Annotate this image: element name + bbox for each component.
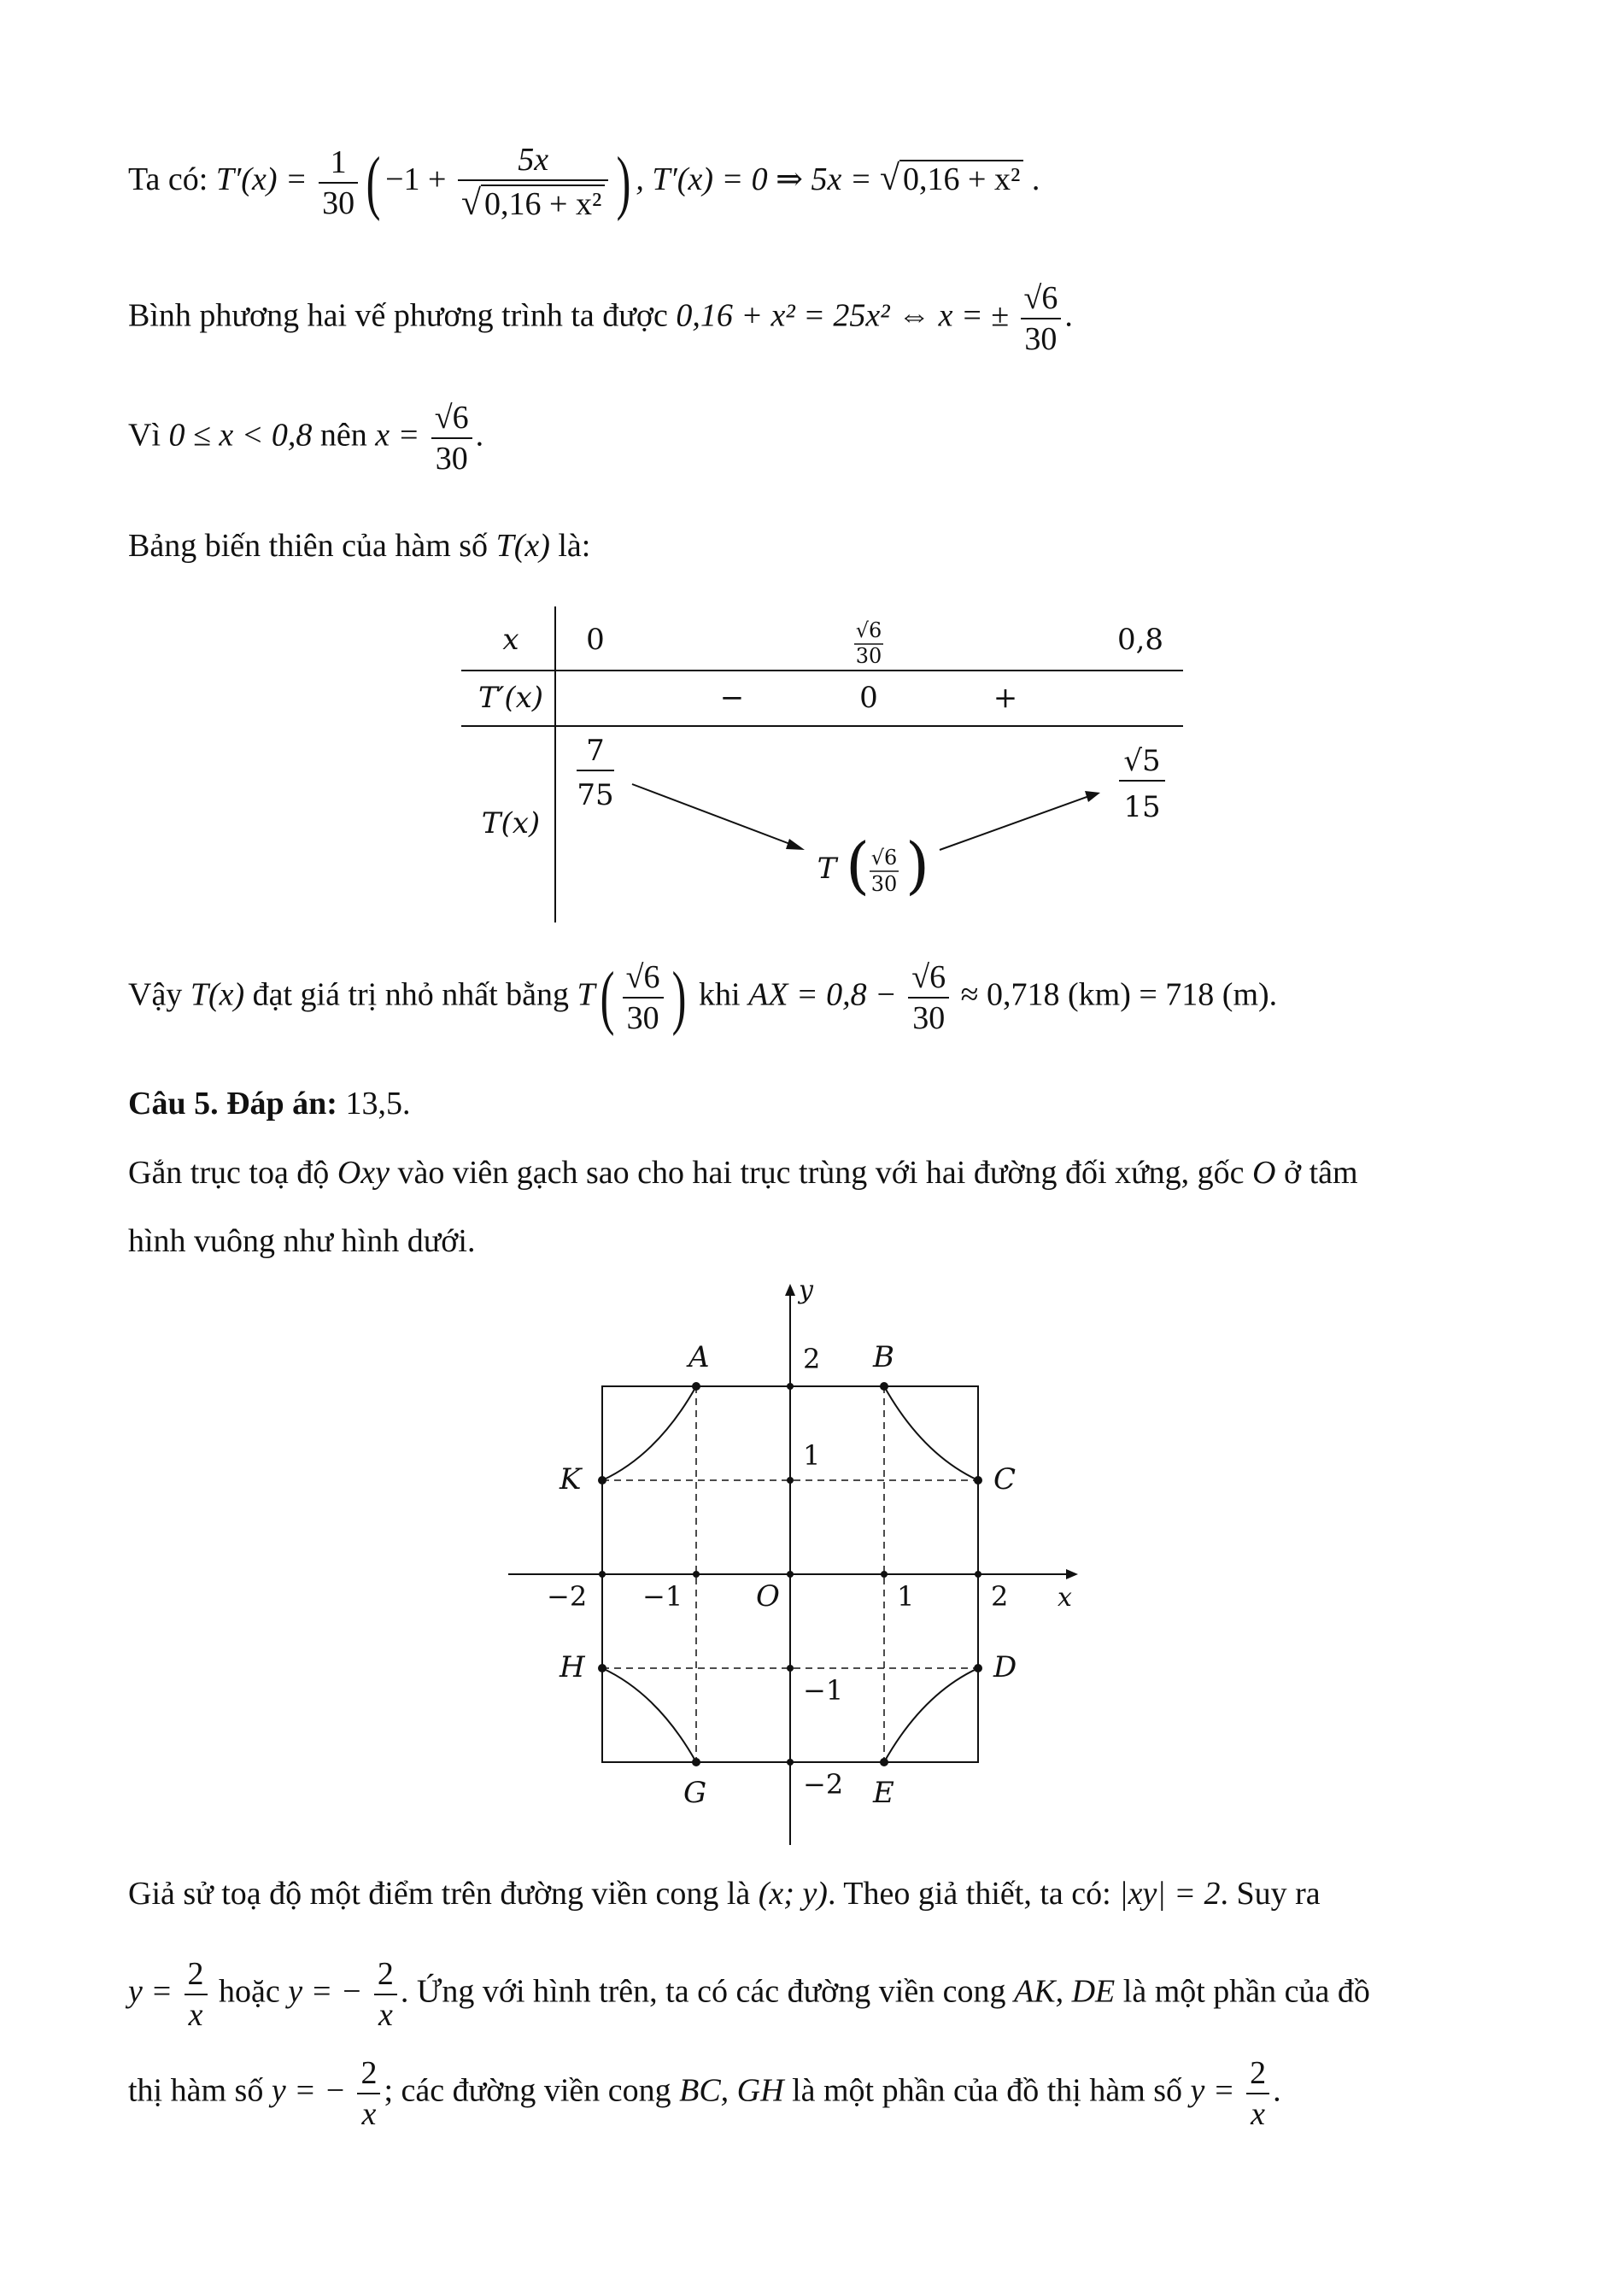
label-C: C xyxy=(993,1462,1017,1496)
table-intro-line: Bảng biến thiên của hàm số T(x) là: xyxy=(128,528,591,564)
tick-y-1: 1 xyxy=(803,1439,821,1472)
right-paren: ) xyxy=(616,142,631,222)
derivative-line: Ta có: T′(x) = $\frac{1}{30}$ ( −1 + $\frac{5x}{\text{√ 0,16 + x²}}$ ) , T′(x) = 0 ⇒ 5x = √ 0,16 + x² . xyxy=(128,142,1040,223)
table-deriv-minus: − xyxy=(719,681,745,715)
tick-y-2: 2 xyxy=(803,1343,821,1375)
label-E: E xyxy=(873,1776,894,1810)
curve-HG xyxy=(602,1668,696,1762)
label-K: K xyxy=(560,1462,582,1496)
tick-x-neg1: −1 xyxy=(642,1580,683,1613)
tick-x-neg2: −2 xyxy=(547,1580,588,1613)
curve-BC xyxy=(884,1386,978,1480)
curve-explanation-line-2: y = $\frac{2}{x}$ hoặc y = − $\frac{2}{x}$ . Ứng với hình trên, ta có các đường viền cong AK, DE là một phần của đồ xyxy=(128,1956,1370,2033)
svg-text:(: ( xyxy=(846,829,870,901)
coordinate-setup-line-2: hình vuông như hình dưới. xyxy=(128,1223,476,1259)
table-min-den: 30 xyxy=(870,872,898,896)
square-both-sides-line: Bình phương hai vế phương trình ta được 0,16 + x² = 25x² ⇔ x = ± $\frac{√6}{30}$ . xyxy=(128,280,1073,357)
tick-y-neg1: −1 xyxy=(803,1674,844,1707)
curve-AK xyxy=(602,1386,696,1480)
derivative-lhs: T′(x) = xyxy=(215,161,308,198)
label-A: A xyxy=(688,1340,710,1374)
table-deriv-zero: 0 xyxy=(859,681,878,715)
table-min-num: √6 xyxy=(870,846,898,870)
table-left-num: 7 xyxy=(586,734,605,768)
coordinate-setup-line-1: Gắn trục toạ độ Oxy vào viên gạch sao cho hai trục trùng với hai đường đối xứng, gốc O ở tâm xyxy=(128,1155,1358,1191)
label-origin: O xyxy=(756,1579,780,1614)
curve-explanation-line-1: Giả sử toạ độ một điểm trên đường viền cong là (x; y). Theo giả thiết, ta có: |xy| = 2. Suy ra xyxy=(128,1876,1321,1912)
tick-x-2: 2 xyxy=(991,1580,1009,1613)
label-H: H xyxy=(560,1650,585,1684)
label-G: G xyxy=(683,1776,707,1810)
table-x-root-den: 30 xyxy=(855,644,882,668)
table-min-T: T xyxy=(817,852,837,886)
curve-explanation-line-3: thị hàm số y = − $\frac{2}{x}$ ; các đường viền cong BC, GH là một phần của đồ thị hàm số y = $\frac{2}{x}$ . xyxy=(128,2055,1281,2132)
ta-co-label: Ta có: xyxy=(128,161,208,198)
rhs-sqrt: 0,16 + x² xyxy=(899,160,1023,196)
table-x-root-num: √6 xyxy=(855,618,882,642)
curve-DE xyxy=(884,1668,978,1762)
table-fn-label: T(x) xyxy=(481,806,541,840)
conclusion-line: Vậy T(x) đạt giá trị nhỏ nhất bằng T( $\frac{√6}{30}$ ) khi AX = 0,8 − $\frac{√6}{30}$ ≈ 0,718 (km) = 718 (m). xyxy=(128,958,1278,1037)
label-axis-x: x xyxy=(1058,1583,1072,1613)
table-left-den: 75 xyxy=(577,778,614,812)
coef-fraction: $\frac{1}{30}$ xyxy=(319,146,358,220)
table-deriv-label: T′(x) xyxy=(478,681,544,715)
root-fraction: $\frac{√6}{30}$ xyxy=(1021,282,1062,355)
table-x-label: x xyxy=(502,623,519,657)
tick-x-1: 1 xyxy=(897,1580,915,1613)
table-deriv-plus: + xyxy=(993,681,1018,715)
inner-fraction: $\frac{5x}{\text{√ 0,16 + x²}}$ xyxy=(458,144,608,221)
question-label: Câu 5. Đáp án: xyxy=(128,1086,337,1122)
label-D: D xyxy=(993,1650,1017,1684)
table-x-0: 0 xyxy=(586,623,605,657)
label-axis-y: y xyxy=(799,1275,813,1305)
svg-text:): ) xyxy=(905,829,930,901)
left-paren: ( xyxy=(366,142,381,222)
table-x-end: 0,8 xyxy=(1116,623,1164,657)
condition-line: Vì 0 ≤ x < 0,8 nên x = $\frac{√6}{30}$ . xyxy=(128,400,484,477)
table-right-den: 15 xyxy=(1123,790,1161,824)
label-B: B xyxy=(873,1340,894,1374)
x-fraction: $\frac{√6}{30}$ xyxy=(431,401,472,475)
table-right-num: √5 xyxy=(1123,744,1161,778)
question-answer: 13,5. xyxy=(345,1086,411,1122)
tick-y-neg2: −2 xyxy=(803,1768,844,1801)
